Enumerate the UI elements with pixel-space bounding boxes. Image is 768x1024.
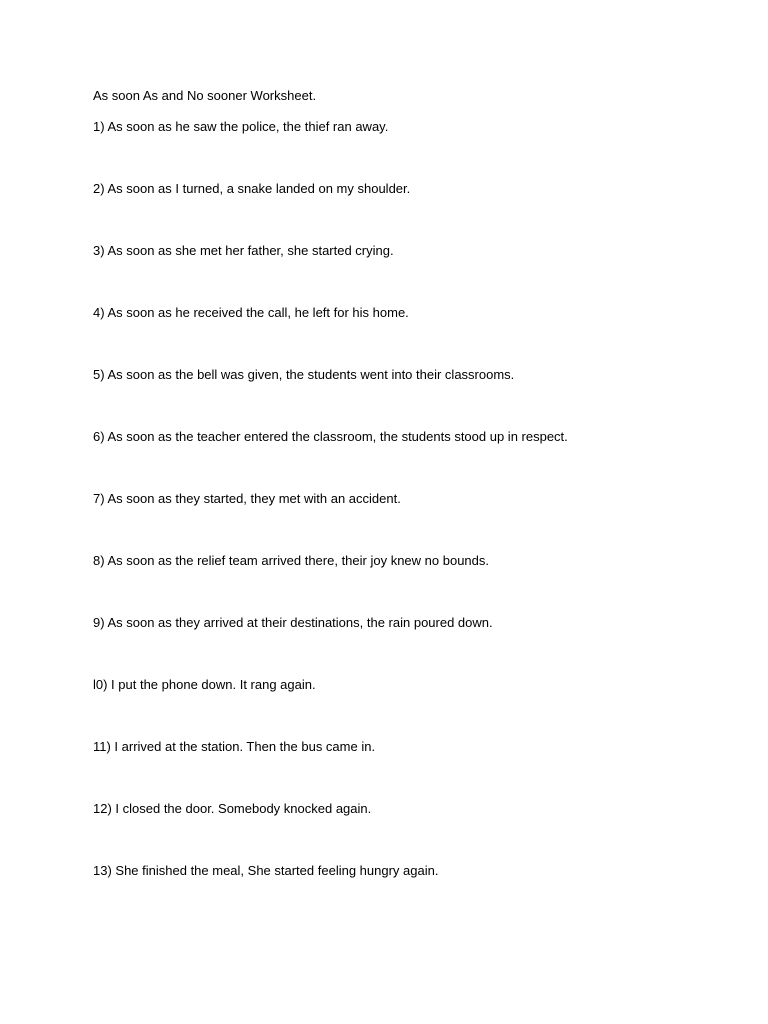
exercise-item-6: 6) As soon as the teacher entered the classroom, the students stood up in respect.: [93, 429, 568, 444]
worksheet-title: As soon As and No sooner Worksheet.: [93, 88, 317, 103]
exercise-item-12: 12) I closed the door. Somebody knocked again.: [93, 801, 372, 816]
exercise-item-2: 2) As soon as I turned, a snake landed on my shoulder.: [93, 181, 411, 196]
exercise-item-1: 1) As soon as he saw the police, the thief ran away.: [93, 119, 389, 134]
document-body: [93, 88, 713, 925]
exercise-item-11: 11) I arrived at the station. Then the bus came in.: [93, 739, 376, 754]
exercise-item-4: 4) As soon as he received the call, he left for his home.: [93, 305, 409, 320]
exercise-item-5: 5) As soon as the bell was given, the students went into their classrooms.: [93, 367, 515, 382]
exercise-item-13: 13) She finished the meal, She started feeling hungry again.: [93, 863, 439, 878]
exercise-list: [93, 119, 713, 879]
exercise-item-7: 7) As soon as they started, they met with an accident.: [93, 491, 401, 506]
exercise-item-10: l0) I put the phone down. It rang again.: [93, 677, 316, 692]
exercise-item-3: 3) As soon as she met her father, she started crying.: [93, 243, 394, 258]
exercise-item-8: 8) As soon as the relief team arrived there, their joy knew no bounds.: [93, 553, 489, 568]
exercise-item-9: 9) As soon as they arrived at their destinations, the rain poured down.: [93, 615, 493, 630]
